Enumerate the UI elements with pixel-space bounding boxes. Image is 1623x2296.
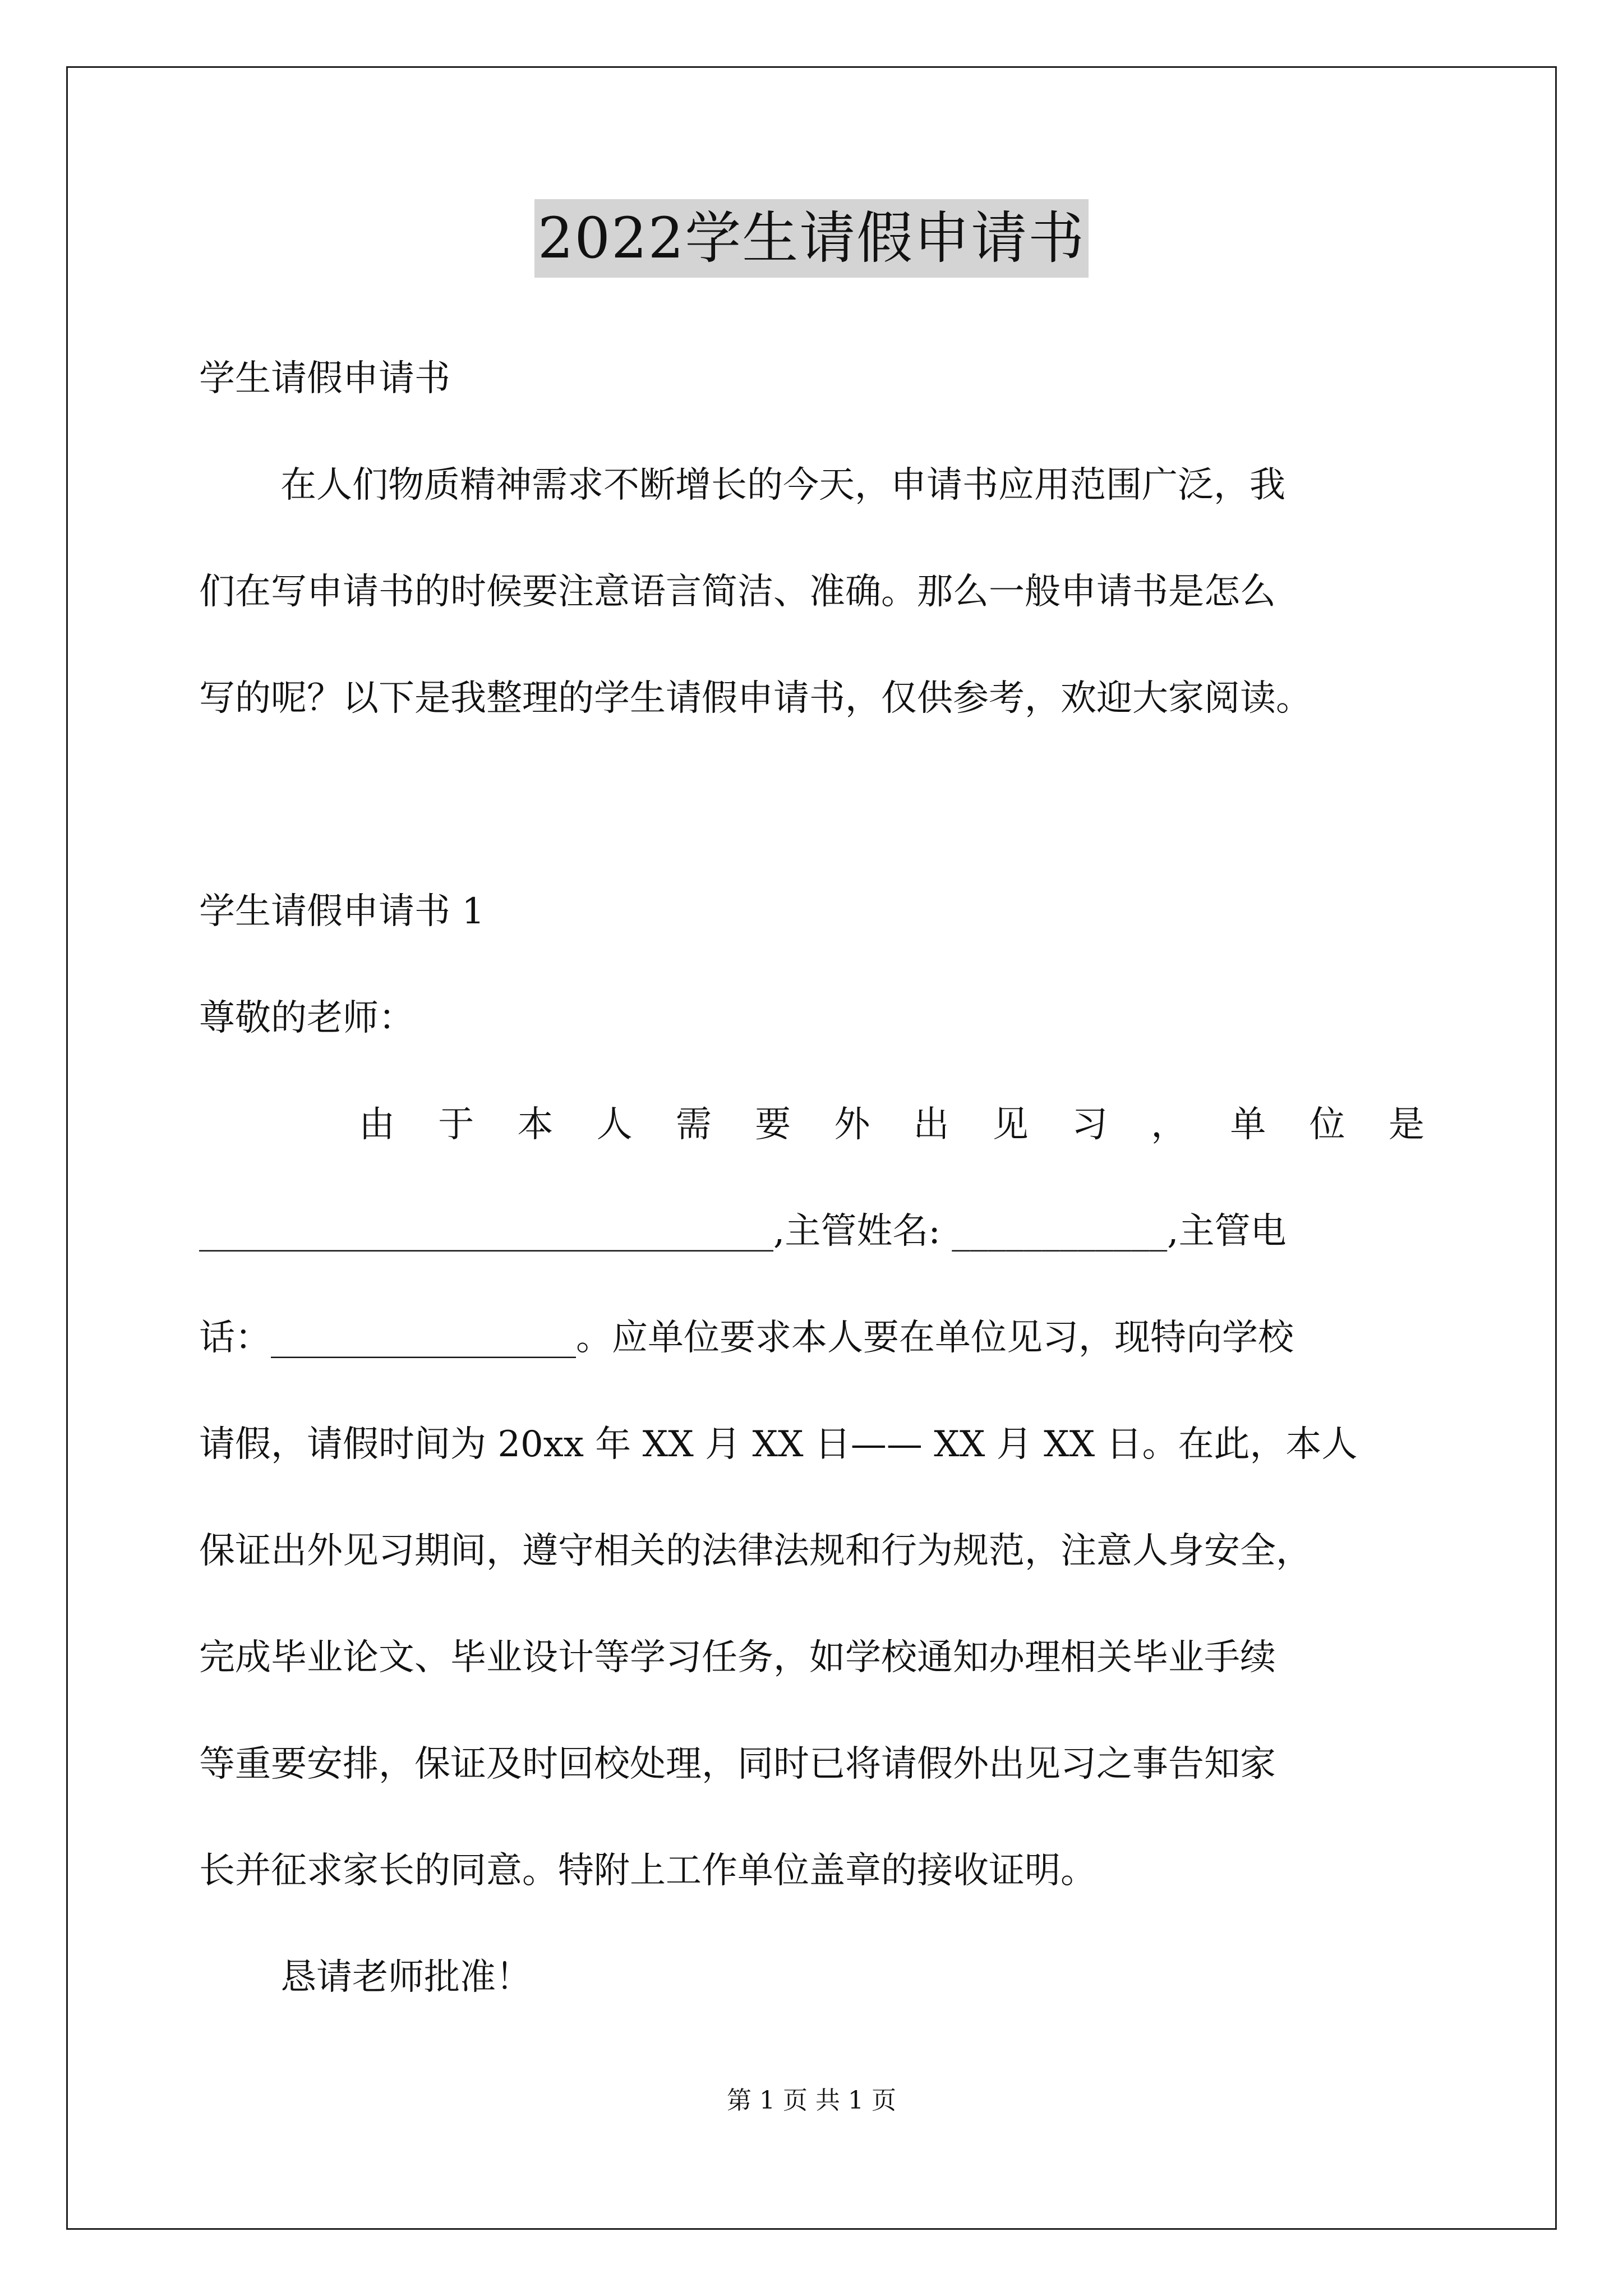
- body-first-line-char: 要: [755, 1104, 791, 1145]
- body-first-line-char: ，: [1151, 1104, 1187, 1145]
- page-footer: 第 1 页 共 1 页: [727, 2086, 896, 2115]
- body-first-line-char: 出: [913, 1104, 949, 1145]
- body-first-line-char: 由: [359, 1104, 395, 1145]
- title-container: [0, 199, 1623, 278]
- body-first-line-char: 是: [1388, 1104, 1424, 1145]
- body-first-line-char: 于: [438, 1104, 474, 1145]
- subtitle: 学生请假申请书: [199, 358, 450, 399]
- section-heading: 学生请假申请书 1: [199, 891, 485, 932]
- body-first-line-char: 外: [834, 1104, 870, 1145]
- body-line-5: 保证出外见习期间，遵守相关的法律法规和行为规范，注意人身安全，: [199, 1530, 1312, 1572]
- body-first-line-char: 需: [675, 1104, 712, 1145]
- body-first-line-char: 位: [1309, 1104, 1345, 1145]
- body-line-2: ________________________________,主管姓名: ____________,主管电: [199, 1211, 1287, 1252]
- body-line-8: 长并征求家长的同意。特附上工作单位盖章的接收证明。: [199, 1850, 1096, 1892]
- body-line-4: 请假，请假时间为 20xx 年 XX 月 XX 日—— XX 月 XX 日。在此，本人: [199, 1424, 1358, 1465]
- document-title: 2022学生请假申请书: [534, 199, 1089, 278]
- intro-line-1: 在人们物质精神需求不断增长的今天，申请书应用范围广泛，我: [280, 464, 1285, 506]
- body-line-6: 完成毕业论文、毕业设计等学习任务，如学校通知办理相关毕业手续: [199, 1637, 1276, 1678]
- body-first-line-char: 单: [1230, 1104, 1266, 1145]
- body-line-3: 话：_________________。应单位要求本人要在单位见习，现特向学校: [199, 1317, 1294, 1359]
- body-first-line-char: 见: [992, 1104, 1029, 1145]
- body-first-line-char: 人: [596, 1104, 633, 1145]
- body-first-line: [359, 1099, 1424, 1150]
- body-line-7: 等重要安排，保证及时回校处理，同时已将请假外出见习之事告知家: [199, 1743, 1276, 1785]
- intro-line-2: 们在写申请书的时候要注意语言简洁、准确。那么一般申请书是怎么: [199, 571, 1276, 613]
- intro-line-3: 写的呢？以下是我整理的学生请假申请书，仅供参考，欢迎大家阅读。: [199, 678, 1312, 719]
- body-first-line-char: 本: [517, 1104, 554, 1145]
- closing: 恳请老师批准！: [280, 1957, 532, 1998]
- salutation: 尊敬的老师：: [199, 997, 414, 1039]
- body-first-line-char: 习: [1071, 1104, 1108, 1145]
